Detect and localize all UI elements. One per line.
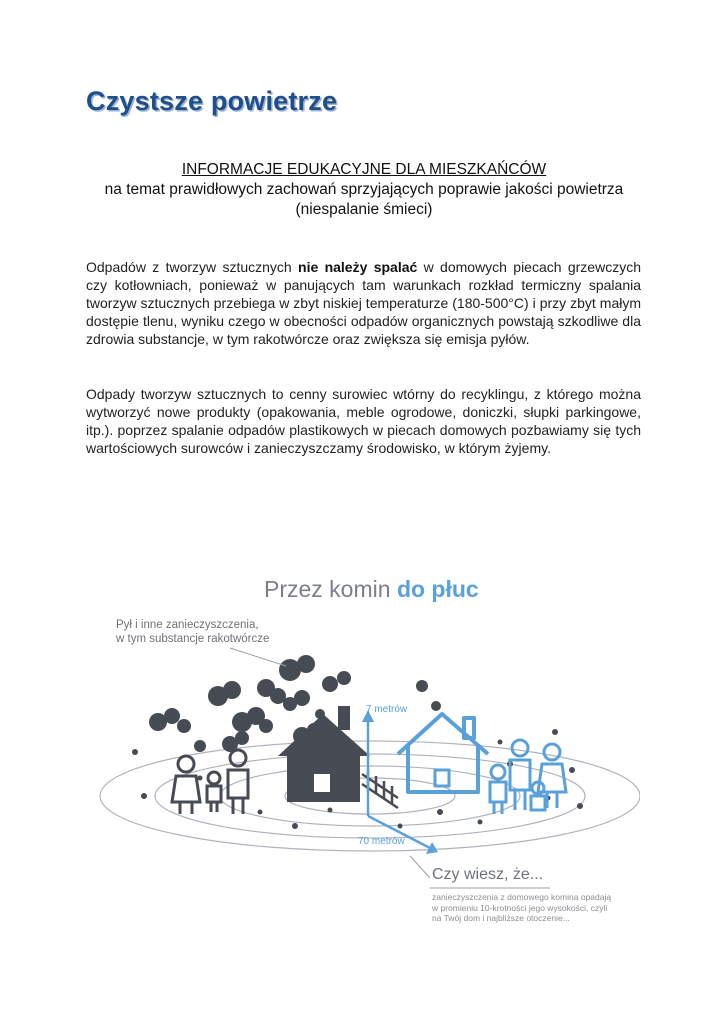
note-line-1: zanieczyszczenia z domowego komina opadają [432, 892, 612, 902]
dust-label-line-2: w tym substancje rakotwórcze [116, 633, 270, 645]
paragraph-recycling: Odpady tworzyw sztucznych to cenny surowiec wtórny do recyklingu, z którego można wytworzyć nowe produkty (opakowania, meble ogrodowe, doniczki, słupki parkingowe, itp.). poprzez spalanie odpadów plastikowych w piecach domowych pozbawiamy się tych wartościowych surowców i zanieczyszczamy środowisko, w którym żyjemy. [86, 386, 641, 456]
subtitle-heading: INFORMACJE EDUKACYJNE DLA MIESZKAŃCÓW [181, 161, 547, 178]
question-leader [410, 856, 430, 878]
note-line-3: na Twój dom i najbliższe otoczenie... [432, 913, 570, 923]
paragraph-1-rest: w domowych piecach grzewczych czy kotłowniach, ponieważ w panujących tam warunkach rozkład termiczny spalania tworzyw sztucznych przebiega w zbyt niskiej temperaturze (180-500°C) i przy zbyt małym dostępie tlenu, wyniku czego w obecności odpadów organicznych powstają szkodliwe dla zdrowia substancje, w tym rakotwórcze oraz zwiększa się emisja pyłów. [86, 259, 641, 347]
dust-label-line-1: Pył i inne zanieczyszczenia, [116, 619, 259, 631]
subtitle-description: na temat prawidłowych zachowań sprzyjających poprawie jakości powietrza (niespalanie śmieci) [104, 181, 624, 218]
infographic-title-start: Przez komin [264, 576, 397, 602]
dust-label [116, 618, 316, 646]
paragraph-plastic-burning [86, 258, 641, 348]
height-label: 7 metrów [366, 704, 408, 715]
subtitle [86, 160, 642, 220]
dust-label-leader [230, 648, 286, 666]
family-right [490, 740, 566, 814]
distance-label: 70 metrów [358, 836, 405, 847]
paragraph-1-start: Odpadów z tworzyw sztucznych [86, 259, 299, 275]
infographic-title-accent: do płuc [396, 576, 479, 602]
page-title: Czystsze powietrze [86, 86, 338, 116]
dark-house-window [314, 774, 330, 792]
did-you-know-note [432, 892, 632, 924]
infographic-title [264, 576, 479, 603]
did-you-know-heading: Czy wiesz, że... [432, 866, 544, 883]
note-line-2: w promieniu 10-krotności jego wysokości, czyli [432, 902, 608, 913]
paragraph-1-emphasis: nie należy spalać [298, 259, 418, 275]
infographic [80, 566, 640, 946]
